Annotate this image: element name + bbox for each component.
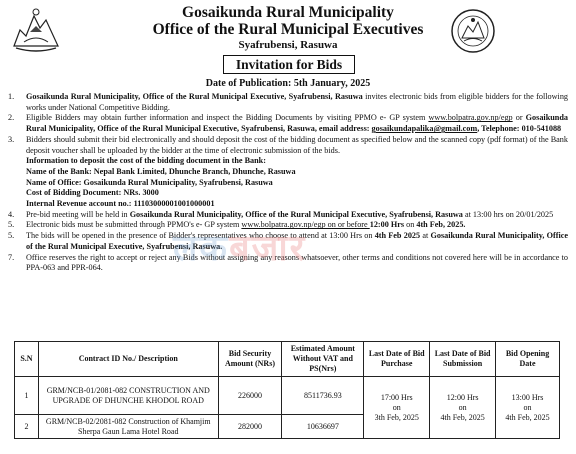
cell-sn: 1: [15, 377, 39, 415]
bank-name: Name of the Bank: Nepal Bank Limited, Dhunche Branch, Dhunche, Rasuwa: [26, 166, 296, 176]
clause-text: [26, 92, 568, 113]
egp-link[interactable]: www.bolpatra.gov.np/egp on or before: [241, 220, 370, 230]
clause-text-a: Electronic bids must be submitted through PPMO's e- GP system: [26, 220, 242, 230]
opening-date: 4th Feb 2025: [374, 231, 421, 241]
submission-time: 12:00 Hrs: [446, 392, 479, 402]
office-location: Syafrubensi, Rasuwa: [238, 39, 338, 51]
clause-number: 1.: [8, 92, 15, 101]
cell-sn: 2: [15, 415, 39, 439]
clause-number: 2.: [8, 113, 15, 123]
cell-opening-date: [496, 377, 560, 439]
clause-text-a: The bids will be opened in the presence of Bidder's representatives who choose to attend at 13:00 Hrs on: [26, 231, 375, 241]
notice-header: [0, 0, 576, 89]
email-link[interactable]: gosaikundapalika@gmail.com: [371, 124, 478, 134]
clause-number: 7.: [8, 252, 15, 262]
clause-6: [8, 231, 568, 252]
col-description: Contract ID No./ Description: [38, 342, 218, 377]
clause-7: [8, 253, 568, 274]
clause-number: 4.: [8, 209, 15, 219]
clause-text: Bidders should submit their bid electronically and should deposit the cost of the bidding document as specified below and the scanned copy (pdf format) of the Bank deposit voucher shall be uploaded by the bidder at the time of electronic submission of the bids.: [26, 134, 568, 155]
col-sn: S.N: [15, 342, 39, 377]
cell-description: GRM/NCB-02/2081-082 Construction of Khamjim Sherpa Gaun Lama Hotel Road: [38, 415, 218, 439]
clause-text: [26, 113, 568, 134]
publication-date: Date of Publication: 5th January, 2025: [205, 78, 371, 89]
opening-time: 13:00 Hrs: [511, 392, 544, 402]
clause-5: [8, 220, 568, 231]
deposit-info-title: Information to deposit the cost of the bidding document in the Bank:: [26, 156, 266, 166]
cell-description: GRM/NCB-01/2081-082 CONSTRUCTION AND UPGRADE OF DHUNCHE KHODOL ROAD: [38, 377, 218, 415]
watermark-part-2: बजार: [229, 228, 307, 269]
clause-bold: Gosaikunda Rural Municipality, Office of the Rural Municipal Executive, Syafrubensi, Rasuwa: [26, 92, 363, 101]
col-bid-submission: Last Date of Bid Submission: [430, 342, 496, 377]
clause-3: [8, 135, 568, 156]
clause-text: [26, 210, 568, 221]
deadline-time: 12:00 Hrs: [369, 220, 405, 230]
purchase-time: 17:00 Hrs: [380, 392, 413, 402]
submission-date: 4th Feb, 2025: [440, 412, 485, 422]
col-bid-purchase: Last Date of Bid Purchase: [364, 342, 430, 377]
clause-text-rest: invites electronic bids from eligible bidders for the following works under National Competitive Bidding.: [26, 92, 569, 112]
clause-number: 3.: [8, 134, 15, 144]
clause-1: [8, 92, 568, 113]
cell-security: 282000: [218, 415, 282, 439]
clause-number: 5.: [8, 231, 15, 241]
purchase-on: on: [392, 402, 401, 412]
table-header-row: [15, 342, 560, 377]
clause-text-on: on: [404, 220, 417, 230]
clause-text: [26, 231, 568, 252]
municipality-seal-icon: [450, 8, 496, 54]
municipality-name: Gosaikunda Rural Municipality: [182, 4, 394, 21]
submission-on: on: [458, 402, 467, 412]
telephone: , Telephone: 010-541088: [477, 124, 562, 134]
opening-date-cell: 4th Feb, 2025: [505, 412, 550, 422]
office-name: Office of the Rural Municipal Executives: [152, 21, 424, 38]
col-estimated-amount: Estimated Amount Without VAT and PS(Nrs): [282, 342, 364, 377]
clause-number: 5.: [8, 220, 15, 230]
deadline-date: 4th Feb, 2025.: [416, 220, 466, 230]
clause-text-b: at 13:00 hrs on 20/01/2025: [462, 209, 554, 219]
watermark-part-1: लक: [173, 228, 230, 269]
clause-text-b: or: [512, 113, 526, 123]
clause-text: [26, 220, 568, 231]
bidding-document-cost: Cost of Bidding Document: NRs. 3000: [26, 188, 159, 198]
col-bid-security: Bid Security Amount (NRs): [218, 342, 282, 377]
table-row: [15, 377, 560, 415]
clause-text-b: at: [420, 231, 431, 241]
cell-security: 226000: [218, 377, 282, 415]
clause-2: [8, 113, 568, 134]
clause-bold: Gosaikunda Rural Municipality, Office of the Rural Municipal Executive, Syafrubensi, Rasuwa, email address:: [26, 113, 568, 134]
notice-title: Invitation for Bids: [223, 55, 355, 74]
clause-bold: Gosaikunda Rural Municipality, Office of the Rural Municipal Executive, Syafrubensi, Rasuwa.: [26, 231, 569, 251]
clause-text-a: Pre-bid meeting will be held in: [26, 209, 130, 219]
notice-body: [8, 92, 568, 274]
clause-4: [8, 210, 568, 221]
egp-link[interactable]: www.bolpatra.gov.np/egp: [428, 113, 513, 123]
col-bid-opening: Bid Opening Date: [496, 342, 560, 377]
cell-purchase-date: [364, 377, 430, 439]
cell-estimate: 8511736.93: [282, 377, 364, 415]
revenue-account: Internal Revenue account no.: 11103000001001000001: [26, 199, 215, 209]
clause-text: Office reserves the right to accept or reject any Bids without assigning any reasons whatsoever, other terms and conditions not covered here will be in accordance to PPA-063 and PPR-064.: [26, 252, 568, 273]
office-name-deposit: Name of Office: Gosaikunda Rural Municipality, Syafrubensi, Rasuwa: [26, 177, 273, 187]
clause-text-a: Eligible Bidders may obtain further information and inspect the Bidding Documents by visiting PPMO e- GP system: [26, 113, 429, 123]
purchase-date: 3th Feb, 2025: [374, 412, 419, 422]
cell-submission-date: [430, 377, 496, 439]
clause-bold: Gosaikunda Rural Municipality, Office of the Rural Municipal Executive, Syafrubensi, Rasuwa: [129, 209, 463, 219]
opening-on: on: [523, 402, 532, 412]
cell-estimate: 10636697: [282, 415, 364, 439]
bids-table: [14, 341, 560, 439]
